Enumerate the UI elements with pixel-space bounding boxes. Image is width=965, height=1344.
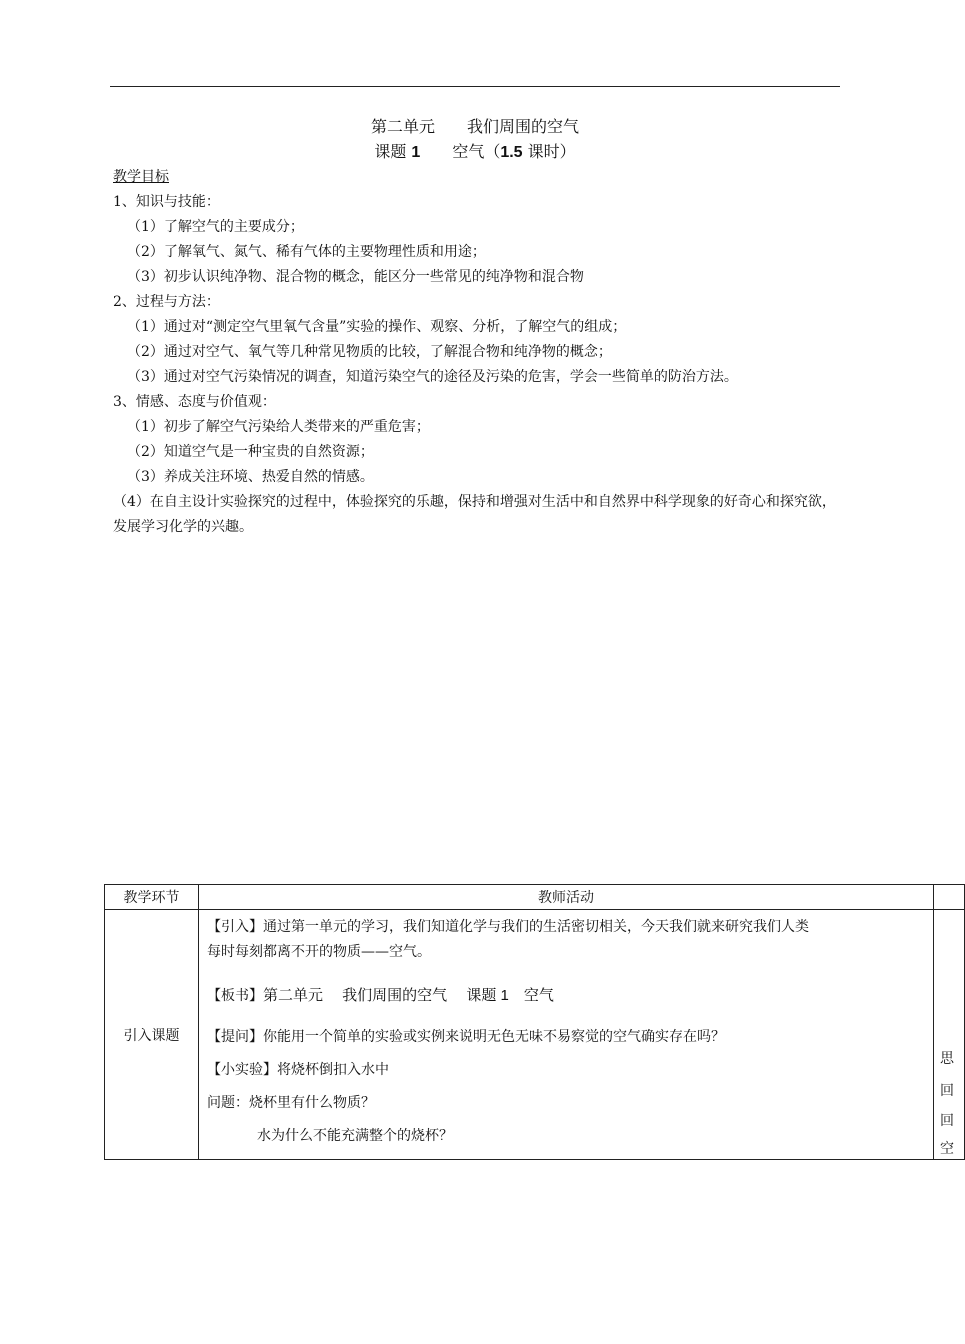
lesson-hours: 1.5 <box>500 144 523 161</box>
objective-item: （1）初步了解空气污染给人类带来的严重危害； <box>127 419 430 435</box>
table-row <box>105 910 965 1160</box>
objectives-heading: 教学目标 <box>113 169 169 185</box>
teacher-activity-cell <box>199 910 934 1160</box>
objective-item: （4）在自主设计实验探究的过程中，体验探究的乐趣，保持和增强对生活中和自然界中科学现象的好奇心和探究欲，发展学习化学的兴趣。 <box>113 494 836 535</box>
question-line: 问题：烧杯里有什么物质？ <box>207 1095 375 1111</box>
objective-item: （1）通过对“测定空气里氧气含量”实验的操作、观察、分析，了解空气的组成； <box>127 319 627 335</box>
header-teacher-activity: 教师活动 <box>199 885 934 910</box>
lesson-title: 课题 1 空气（1.5 课时） <box>374 142 576 161</box>
section-title: 3、情感、态度与价值观： <box>113 394 276 410</box>
objective-item: （3）通过对空气污染情况的调查，知道污染空气的途径及污染的危害，学会一些简单的防治方法。 <box>127 369 738 385</box>
lesson-plan-table <box>104 884 965 1160</box>
header-stage: 教学环节 <box>105 885 199 910</box>
objective-item: （3）初步认识纯净物、混合物的概念，能区分一些常见的纯净物和混合物 <box>127 269 584 285</box>
objective-item: （3）养成关注环境、热爱自然的情感。 <box>127 469 374 485</box>
header-rule <box>110 86 840 87</box>
board-writing: 【板书】第二单元 我们周围的空气 课题 1 空气 <box>207 987 554 1004</box>
lesson-number: 1 <box>411 144 421 161</box>
table-header-row <box>105 885 965 910</box>
question-line: 水为什么不能充满整个的烧杯？ <box>257 1128 453 1144</box>
unit-title: 第二单元 我们周围的空气 <box>370 117 579 136</box>
objective-item: （1）了解空气的主要成分； <box>127 219 304 235</box>
intro-line: 每时每刻都离不开的物质——空气。 <box>207 944 431 960</box>
student-text-fragment: 思 <box>940 1051 954 1067</box>
section-title: 2、过程与方法： <box>113 294 220 310</box>
student-text-fragment: 回 <box>940 1113 954 1129</box>
student-text-fragment: 回 <box>940 1083 954 1099</box>
header-student-activity <box>934 885 965 910</box>
objective-item: （2）通过对空气、氧气等几种常见物质的比较，了解混合物和纯净物的概念； <box>127 344 612 360</box>
question-line: 【提问】你能用一个简单的实验或实例来说明无色无味不易察觉的空气确实存在吗？ <box>207 1029 725 1045</box>
objective-item: （2）了解氧气、氮气、稀有气体的主要物理性质和用途； <box>127 244 486 260</box>
experiment-line: 【小实验】将烧杯倒扣入水中 <box>207 1062 389 1078</box>
student-text-fragment: 空 <box>940 1141 954 1157</box>
objective-item: （2）知道空气是一种宝贵的自然资源； <box>127 444 374 460</box>
section-title: 1、知识与技能： <box>113 194 220 210</box>
objectives-section <box>113 165 841 540</box>
stage-cell: 引入课题 <box>105 910 199 1160</box>
student-activity-cell <box>934 910 965 1160</box>
intro-line: 【引入】通过第一单元的学习，我们知道化学与我们的生活密切相关，今天我们就来研究我们人类 <box>207 919 809 935</box>
